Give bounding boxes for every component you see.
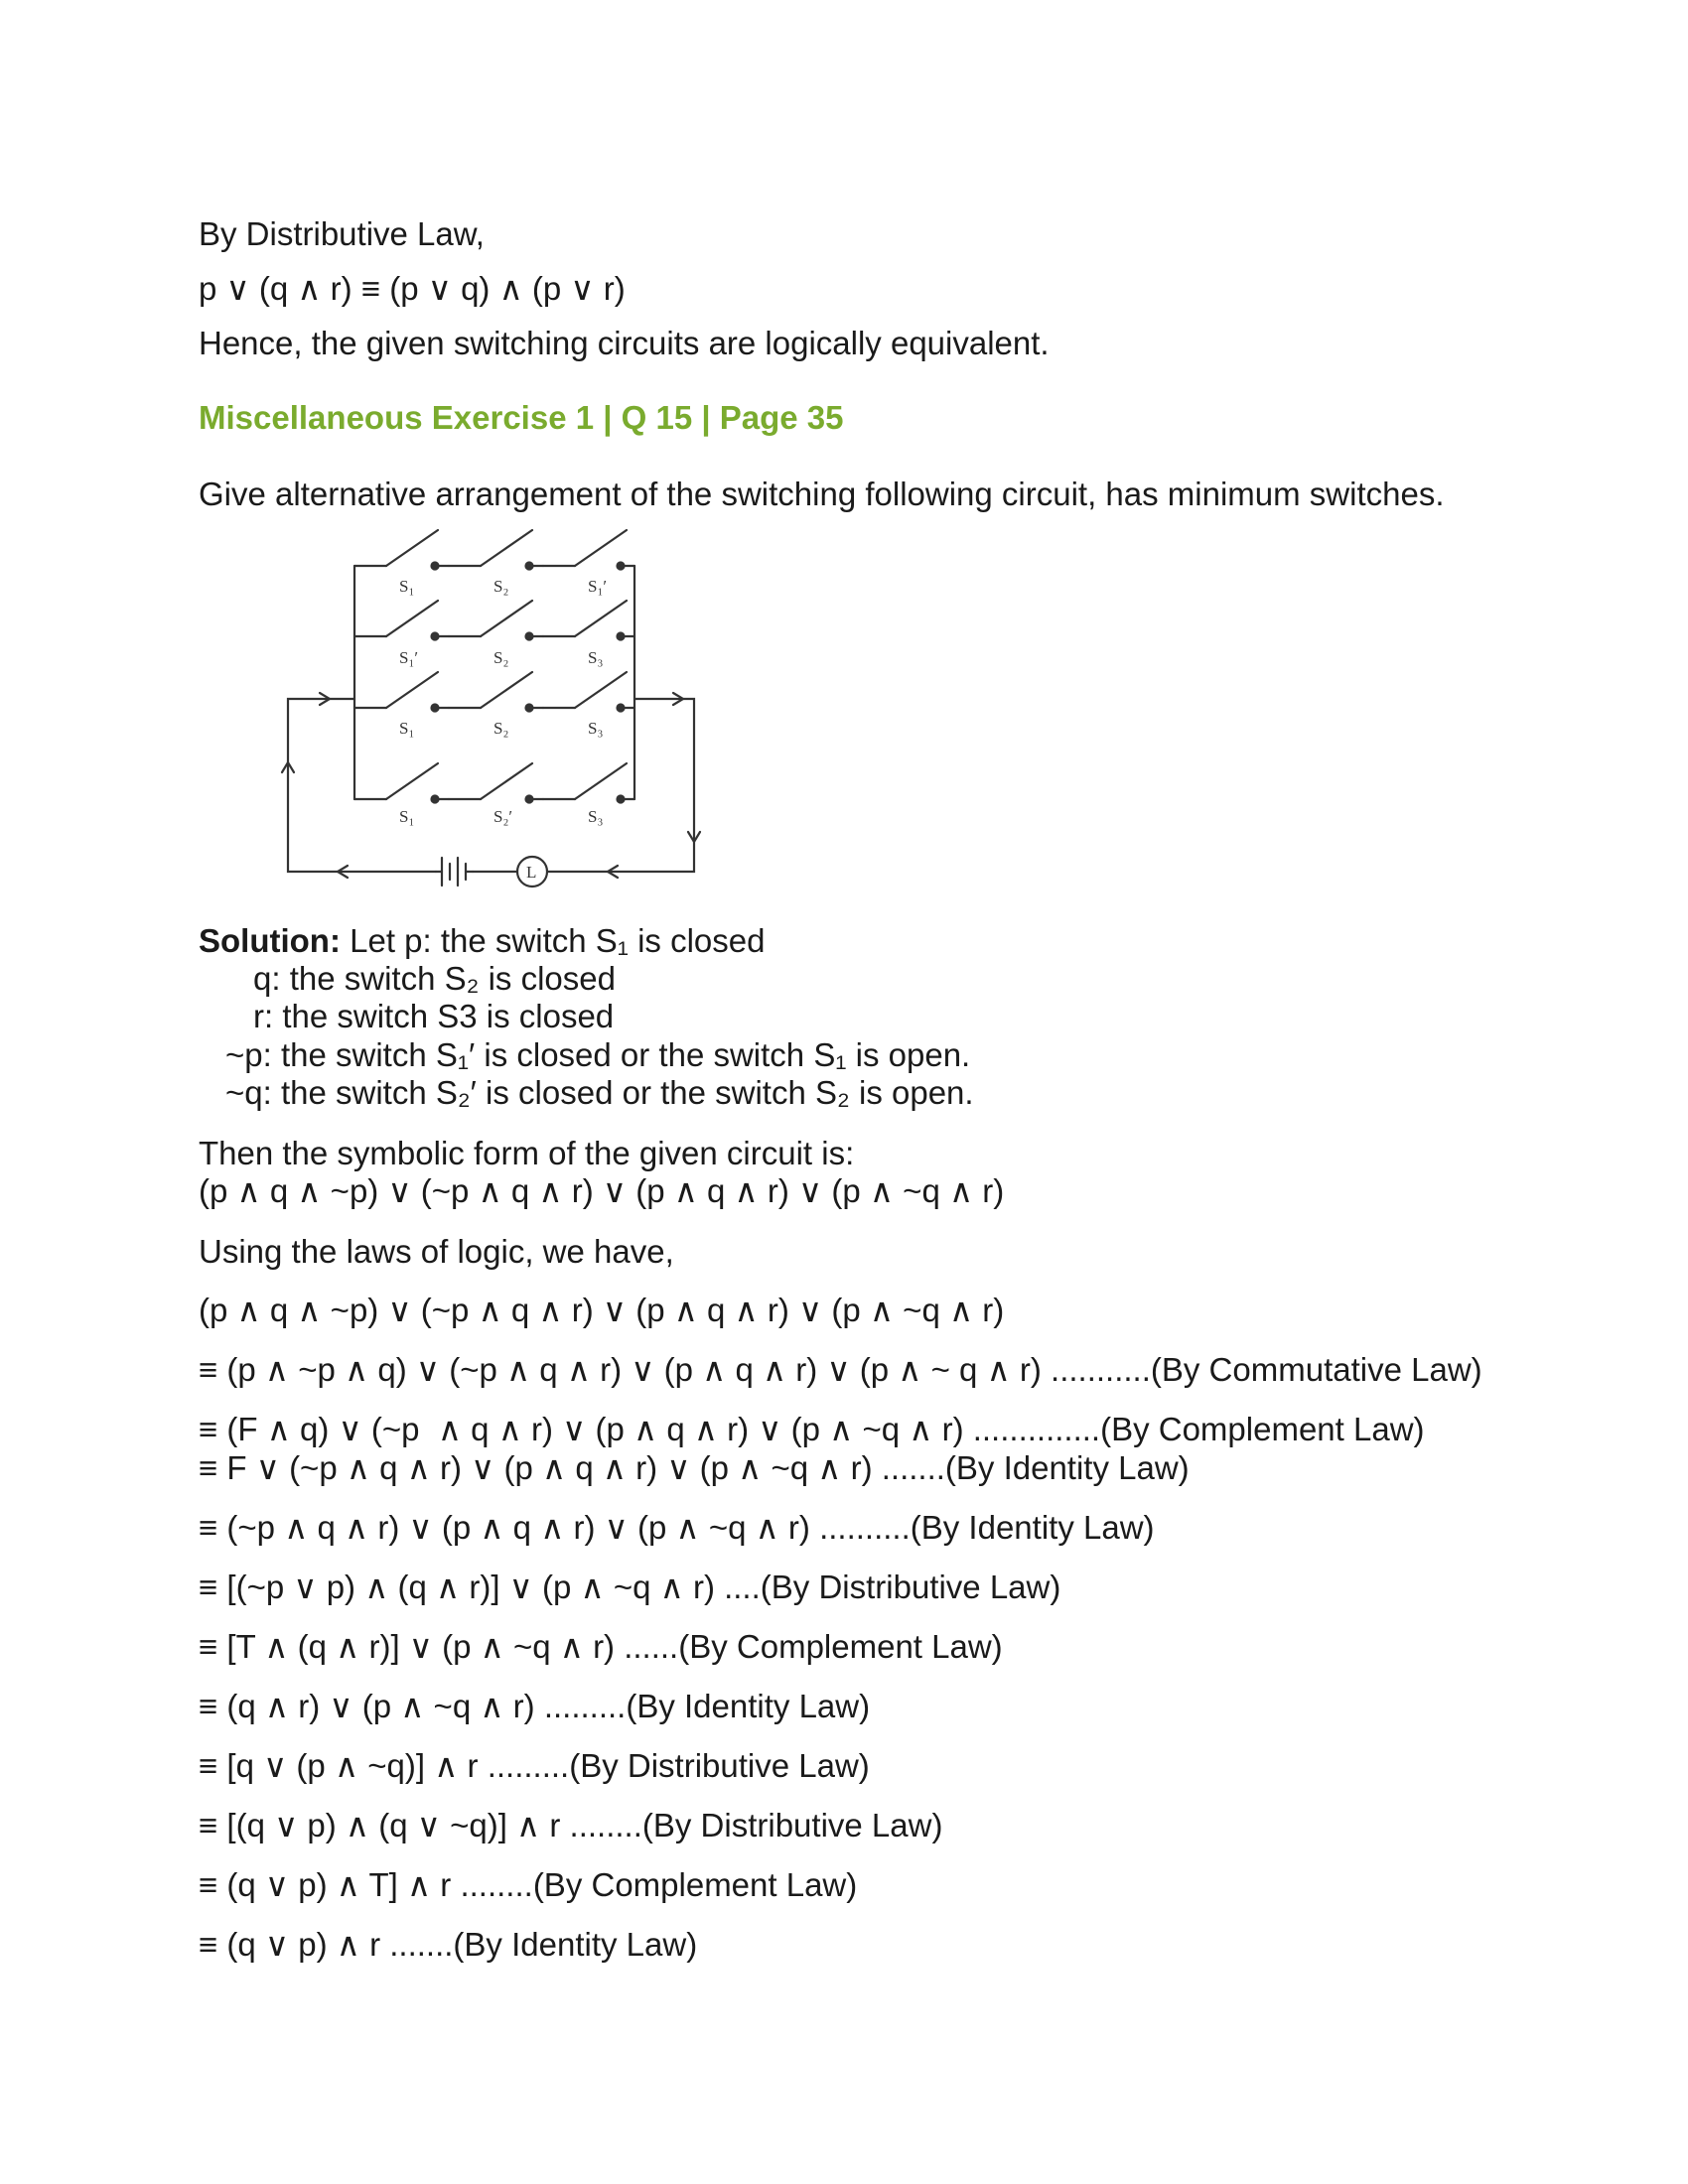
switch-blade	[386, 763, 438, 799]
switch-blade	[386, 601, 438, 636]
step-line: ≡ [T ∧ (q ∧ r)] ∨ (p ∧ ~q ∧ r) ......(By Complement Law)	[199, 1628, 1003, 1665]
switch-label: S₁′	[588, 577, 608, 596]
step-line: ≡ (F ∧ q) ∨ (~p ∧ q ∧ r) ∨ (p ∧ q ∧ r) ∨ (p ∧ ~q ∧ r) ..............(By Complement Law)	[199, 1411, 1425, 1447]
step-line: ≡ (q ∧ r) ∨ (p ∧ ~q ∧ r) .........(By Identity Law)	[199, 1688, 871, 1724]
switch-label: S₂	[493, 577, 509, 596]
step-line: ≡ (q ∨ p) ∧ T] ∧ r ........(By Complement Law)	[199, 1866, 858, 1903]
solution-def-not-q: ~q: the switch S₂′ is closed or the switch S₂ is open.	[225, 1074, 974, 1111]
switch-label: S₁	[399, 577, 415, 596]
switch-label: S₃	[588, 719, 604, 738]
switch-blade	[575, 763, 627, 799]
switch-label: S₂	[493, 648, 509, 667]
switch-label: S₂	[493, 719, 509, 738]
switch-blade	[575, 601, 627, 636]
switch-blade	[481, 763, 532, 799]
step-line: ≡ (~p ∧ q ∧ r) ∨ (p ∧ q ∧ r) ∨ (p ∧ ~q ∧ r) ..........(By Identity Law)	[199, 1509, 1155, 1546]
switch-label: S₂′	[493, 807, 513, 826]
switch-label: S₁	[399, 719, 415, 738]
switch-blade	[481, 530, 532, 566]
solution-def-p: Let p: the switch S₁ is closed	[340, 922, 766, 959]
switch-label: S₁′	[399, 648, 419, 667]
solution-def-r: r: the switch S3 is closed	[253, 998, 615, 1034]
solution-def-q: q: the switch S₂ is closed	[253, 960, 616, 997]
step-line: ≡ [(q ∨ p) ∧ (q ∨ ~q)] ∧ r ........(By Distributive Law)	[199, 1807, 943, 1843]
step-line: ≡ F ∨ (~p ∧ q ∧ r) ∨ (p ∧ q ∧ r) ∨ (p ∧ ~q ∧ r) .......(By Identity Law)	[199, 1449, 1190, 1486]
intro-line-1: By Distributive Law,	[199, 215, 485, 252]
switch-label: S₃	[588, 807, 604, 826]
question-text: Give alternative arrangement of the switching following circuit, has minimum switches.	[199, 476, 1445, 512]
switch-blade	[481, 672, 532, 708]
symbolic-form: (p ∧ q ∧ ~p) ∨ (~p ∧ q ∧ r) ∨ (p ∧ q ∧ r) ∨ (p ∧ ~q ∧ r)	[199, 1172, 1005, 1209]
solution-def-not-p: ~p: the switch S₁′ is closed or the switch S₁ is open.	[225, 1036, 971, 1073]
solution-label: Solution:	[199, 922, 341, 959]
intro-conclusion: Hence, the given switching circuits are logically equivalent.	[199, 325, 1050, 361]
symbolic-form-intro: Then the symbolic form of the given circuit is:	[199, 1135, 855, 1171]
switch-blade	[575, 530, 627, 566]
step-line: ≡ (p ∧ ~p ∧ q) ∨ (~p ∧ q ∧ r) ∨ (p ∧ q ∧ r) ∨ (p ∧ ~ q ∧ r) ...........(By Commutative Law)	[199, 1351, 1482, 1388]
switch-blade	[481, 601, 532, 636]
intro-formula: p ∨ (q ∧ r) ≡ (p ∨ q) ∧ (p ∨ r)	[199, 270, 626, 307]
step-line: ≡ [(~p ∨ p) ∧ (q ∧ r)] ∨ (p ∧ ~q ∧ r) ....(By Distributive Law)	[199, 1569, 1061, 1605]
switch-blade	[386, 530, 438, 566]
step-line: ≡ (q ∨ p) ∧ r .......(By Identity Law)	[199, 1926, 698, 1963]
lamp-label: L	[526, 863, 537, 882]
step-line: (p ∧ q ∧ ~p) ∨ (~p ∧ q ∧ r) ∨ (p ∧ q ∧ r) ∨ (p ∧ ~q ∧ r)	[199, 1292, 1005, 1328]
solution-line-1	[199, 921, 765, 961]
circuit-diagram	[238, 524, 914, 901]
switch-label: S₃	[588, 648, 604, 667]
step-line: ≡ [q ∨ (p ∧ ~q)] ∧ r .........(By Distributive Law)	[199, 1747, 870, 1784]
switch-label: S₁	[399, 807, 415, 826]
laws-intro: Using the laws of logic, we have,	[199, 1233, 674, 1270]
switch-blade	[575, 672, 627, 708]
switch-blade	[386, 672, 438, 708]
exercise-heading: Miscellaneous Exercise 1 | Q 15 | Page 35	[199, 399, 844, 436]
